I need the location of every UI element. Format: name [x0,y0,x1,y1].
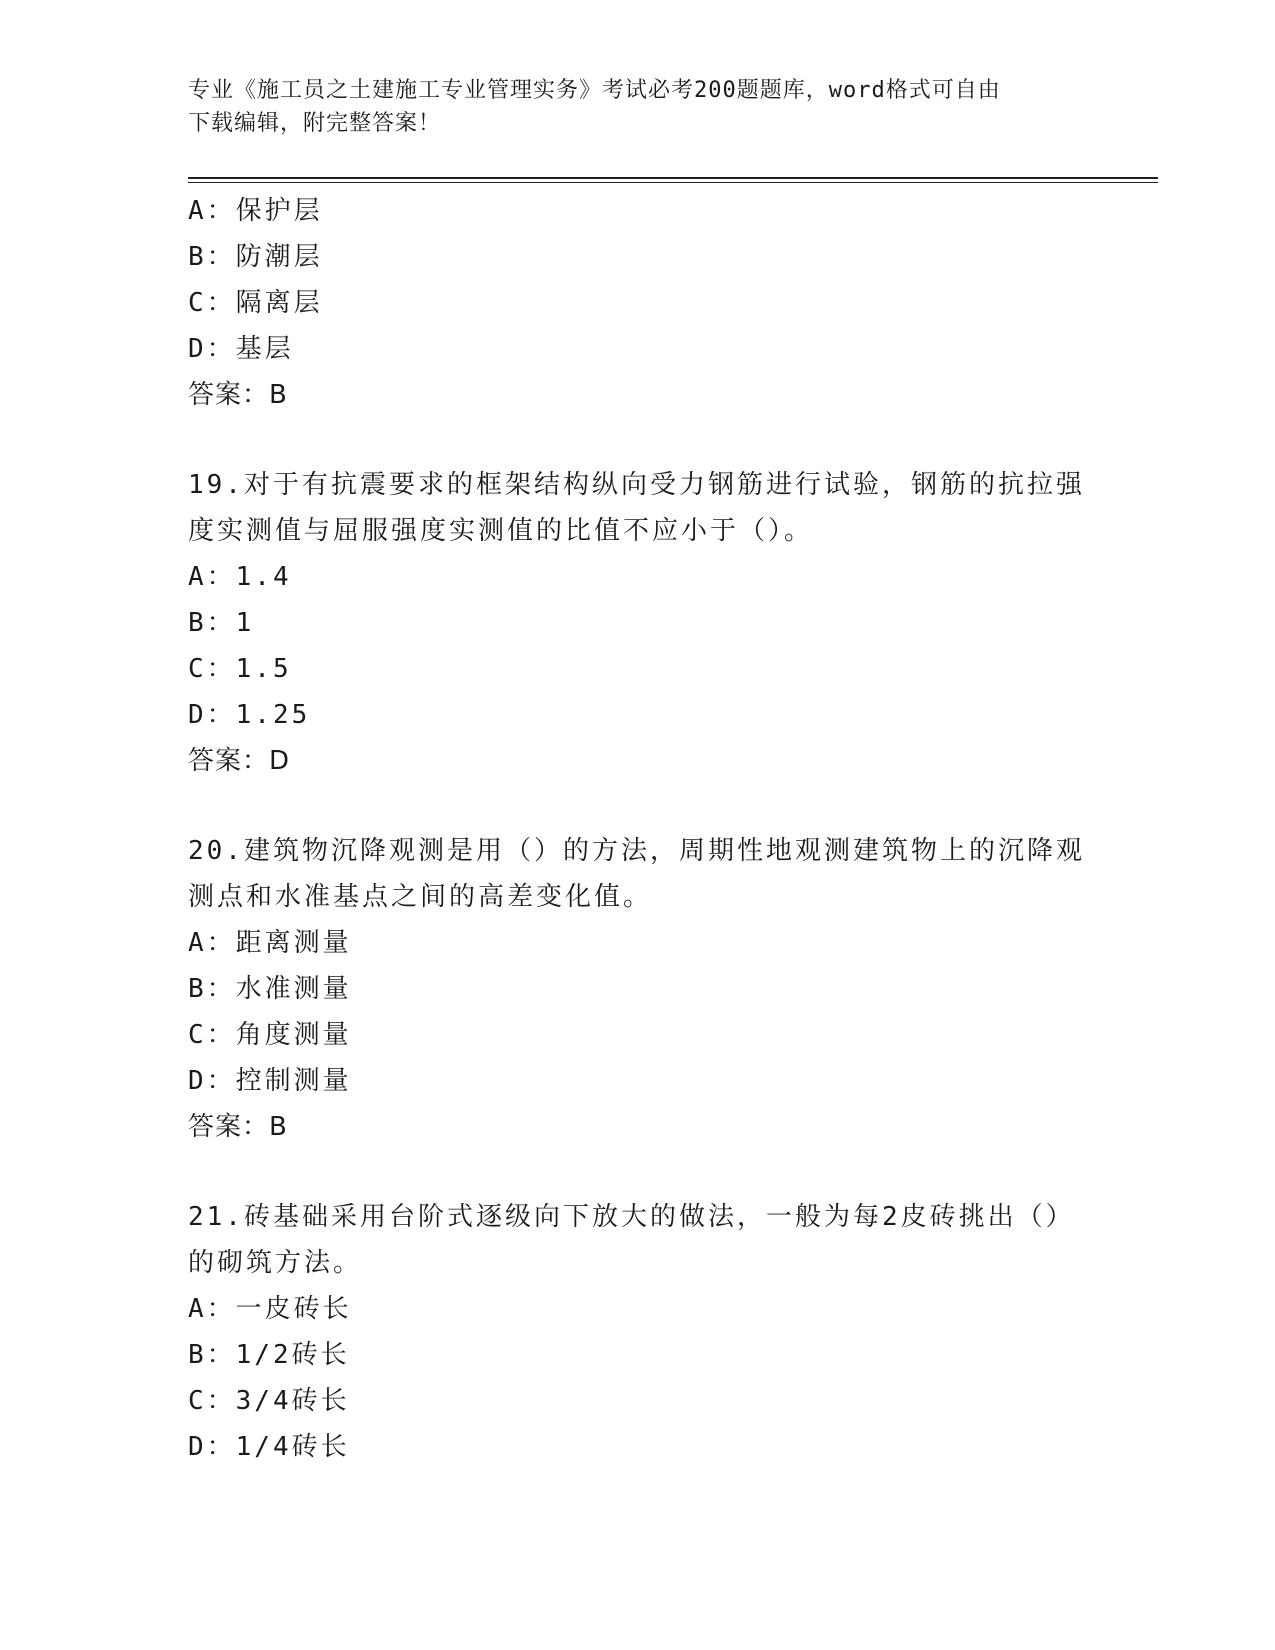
header-divider [188,177,1158,183]
option-a: A：距离测量 [188,928,352,958]
option-b: B：水准测量 [188,974,352,1004]
option-c: C：隔离层 [188,288,323,318]
question-stem-line-1: 19.对于有抗震要求的框架结构纵向受力钢筋进行试验，钢筋的抗拉强 [188,470,1085,500]
answer-line: 答案：B [188,1112,288,1142]
question-stem-line-1: 21.砖基础采用台阶式逐级向下放大的做法，一般为每2皮砖挑出（） [188,1202,1075,1232]
option-b: B：1/2砖长 [188,1340,350,1370]
option-c: C：3/4砖长 [188,1386,350,1416]
answer-line: 答案：B [188,380,288,410]
option-b: B：防潮层 [188,242,323,272]
question-stem-line-2: 的砌筑方法。 [188,1248,363,1278]
question-stem-line-2: 测点和水准基点之间的高差变化值。 [188,882,653,912]
option-d: D：控制测量 [188,1066,352,1096]
answer-line: 答案：D [188,746,291,776]
option-a: A：一皮砖长 [188,1294,352,1324]
question-19 [188,462,1088,784]
question-21 [188,1194,1088,1470]
question-stem-line-1: 20.建筑物沉降观测是用（）的方法，周期性地观测建筑物上的沉降观 [188,836,1085,866]
question-18 [188,188,1088,418]
option-c: C：角度测量 [188,1020,352,1050]
option-a: A：1.4 [188,562,292,592]
option-b: B：1 [188,608,255,638]
question-stem-line-2: 度实测值与屈服强度实测值的比值不应小于（）。 [188,516,814,546]
question-20 [188,828,1088,1150]
option-a: A：保护层 [188,196,323,226]
option-c: C：1.5 [188,654,292,684]
header-line-2: 下载编辑，附完整答案！ [188,111,442,136]
option-d: D：1/4砖长 [188,1432,350,1462]
question-list [188,188,1088,1470]
document-header [188,74,1088,140]
header-line-1: 专业《施工员之土建施工专业管理实务》考试必考200题题库，word格式可自由 [188,78,1001,103]
option-d: D：1.25 [188,700,311,730]
option-d: D：基层 [188,334,294,364]
